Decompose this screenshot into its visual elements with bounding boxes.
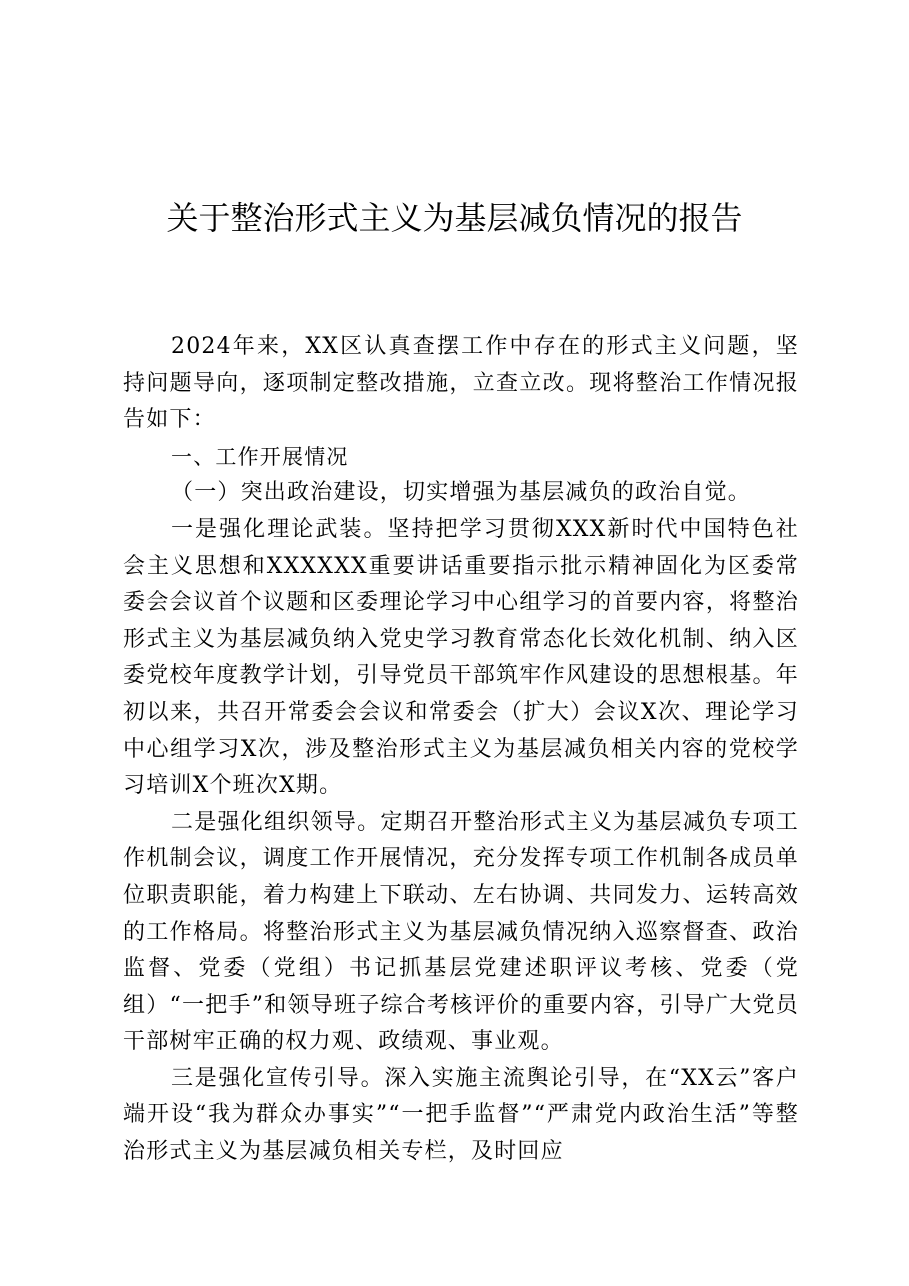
- paragraph-2: 二是强化组织领导。定期召开整治形式主义为基层减负专项工作机制会议，调度工作开展情况，充分发挥专项工作机制各成员单位职责职能，着力构建上下联动、左右协调、共同发力、运转高效的工作格局。将整治形式主义为基层减负情况纳入巡察督查、政治监督、党委（党组）书记抓基层党建述职评议考核、党委（党组）“一把手”和领导班子综合考核评价的重要内容，引导广大党员干部树牢正确的权力观、政绩观、事业观。: [123, 809, 799, 1055]
- subsection-heading-1: （一）突出政治建设，切实增强为基层减负的政治自觉。: [171, 480, 752, 506]
- section-heading-1: 一、工作开展情况: [171, 444, 349, 469]
- paragraph-1: 一是强化理论武装。坚持把学习贯彻XXX新时代中国特色社会主义思想和XXXXXX重要讲话重要指示批示精神固化为区委常委会会议首个议题和区委理论学习中心组学习的首要内容，将整治形式主义为基层减负纳入党史学习教育常态化长效化机制、纳入区委党校年度教学计划，引导党员干部筑牢作风建设的思想根基。年初以来，共召开常委会会议和常委会（扩大）会议X次、理论学习中心组学习X次，涉及整治形式主义为基层减负相关内容的党校学习培训X个班次X期。: [123, 516, 799, 799]
- document-title: 关于整治形式主义为基层减负情况的报告: [166, 199, 743, 237]
- document-body: [123, 329, 799, 1171]
- paragraph-3: 三是强化宣传引导。深入实施主流舆论引导，在“XX云”客户端开设“我为群众办事实”“一把手监督”“严肃党内政治生活”等整治形式主义为基层减负相关专栏，及时回应: [123, 1065, 799, 1165]
- intro-paragraph: 2024年来，XX区认真查摆工作中存在的形式主义问题，坚持问题导向，逐项制定整改措施，立查立改。现将整治工作情况报告如下：: [123, 334, 799, 433]
